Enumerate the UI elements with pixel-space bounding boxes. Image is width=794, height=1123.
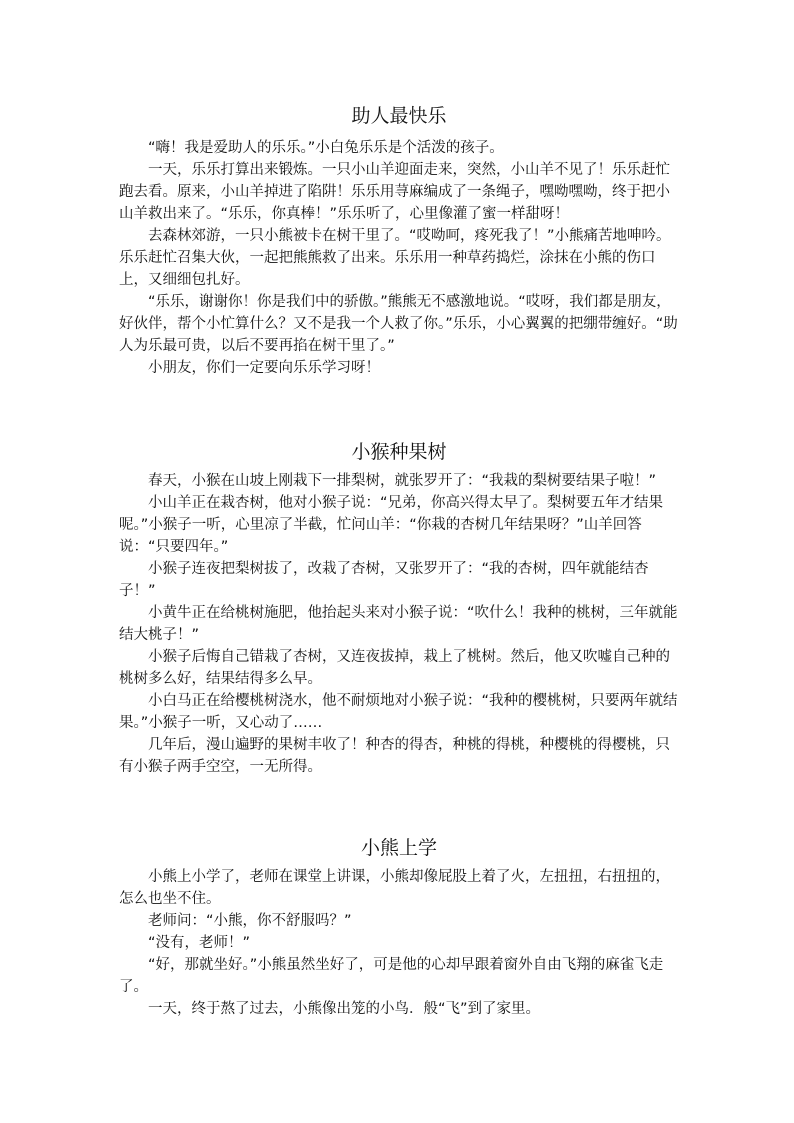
story-title: 小熊上学: [360, 837, 437, 859]
story-paragraph: 小猴子后悔自己错栽了杏树，又连夜拔掉，栽上了桃树。然后，他又吹嘘自己种的桃树多么好，结果结得多么早。: [119, 649, 670, 687]
story-section: [119, 836, 679, 1020]
story-paragraph: 春天，小猴在山坡上刚栽下一排梨树，就张罗开了：“我栽的梨树要结果子啦！”: [148, 473, 657, 489]
story-paragraph: 小山羊正在栽杏树，他对小猴子说：“兄弟，你高兴得太早了。梨树要五年才结果呢。”小猴子一听，心里凉了半截，忙问山羊：“你栽的杏树几年结果呀？”山羊回答说：“只要四年。”: [119, 495, 664, 555]
story-paragraph: 小白马正在给樱桃树浇水，他不耐烦地对小猴子说：“我种的樱桃树，只要两年就结果。”小猴子一听，又心动了……: [119, 693, 678, 731]
story-paragraph: “嗨！我是爱助人的乐乐。”小白兔乐乐是个活泼的孩子。: [148, 140, 504, 156]
story-paragraph: 小猴子连夜把梨树拔了，改栽了杏树，又张罗开了：“我的杏树，四年就能结杏子！”: [119, 561, 649, 599]
story-paragraph: 去森林郊游，一只小熊被卡在树干里了。“哎呦呵，疼死我了！”小熊痛苦地呻吟。乐乐赶忙召集大伙，一起把熊熊救了出来。乐乐用一种草药捣烂，涂抹在小熊的伤口上，又细细包扎好。: [119, 228, 671, 288]
story-title: 助人最快乐: [351, 105, 447, 127]
story-paragraph: “好，那就坐好。”小熊虽然坐好了，可是他的心却早跟着窗外自由飞翔的麻雀飞走了。: [119, 957, 664, 995]
story-section: [119, 440, 679, 778]
story-paragraph: “乐乐，谢谢你！你是我们中的骄傲。”熊熊无不感激地说。“哎呀，我们都是朋友，好伙伴，帮个小忙算什么？又不是我一个人救了你。”乐乐，小心翼翼的把绷带缠好。“助人为乐最可贵，以后不要再掐在树干里了。”: [119, 294, 678, 354]
story-paragraph: 小朋友，你们一定要向乐乐学习呀！: [148, 360, 380, 376]
story-paragraph: 小熊上小学了，老师在课堂上讲课，小熊却像屁股上着了火，左扭扭，右扭扭的，怎么也坐不住。: [119, 869, 670, 907]
story-paragraph: “没有，老师！”: [148, 935, 251, 951]
story-paragraph: 一天，乐乐打算出来锻炼。一只小山羊迎面走来，突然，小山羊不见了！乐乐赶忙跑去看。原来，小山羊掉进了陷阱！乐乐用荨麻编成了一条绳子，嘿呦嘿呦，终于把小山羊救出来了。“乐乐，你真棒！”乐乐听了，心里像灌了蜜一样甜呀！: [119, 162, 670, 222]
story-paragraph: 老师问：“小熊，你不舒服吗？”: [148, 913, 352, 929]
story-paragraph: 一天，终于熬了过去，小熊像出笼的小鸟．般“飞”到了家里。: [148, 1001, 541, 1017]
story-paragraph: 小黄牛正在给桃树施肥，他抬起头来对小猴子说：“吹什么！我种的桃树，三年就能结大桃子！”: [119, 605, 678, 643]
story-paragraph: 几年后，漫山遍野的果树丰收了！种杏的得杏，种桃的得桃，种樱桃的得樱桃，只有小猴子两手空空，一无所得。: [119, 737, 670, 775]
story-section: [119, 104, 679, 379]
story-title: 小猴种果树: [351, 441, 447, 463]
